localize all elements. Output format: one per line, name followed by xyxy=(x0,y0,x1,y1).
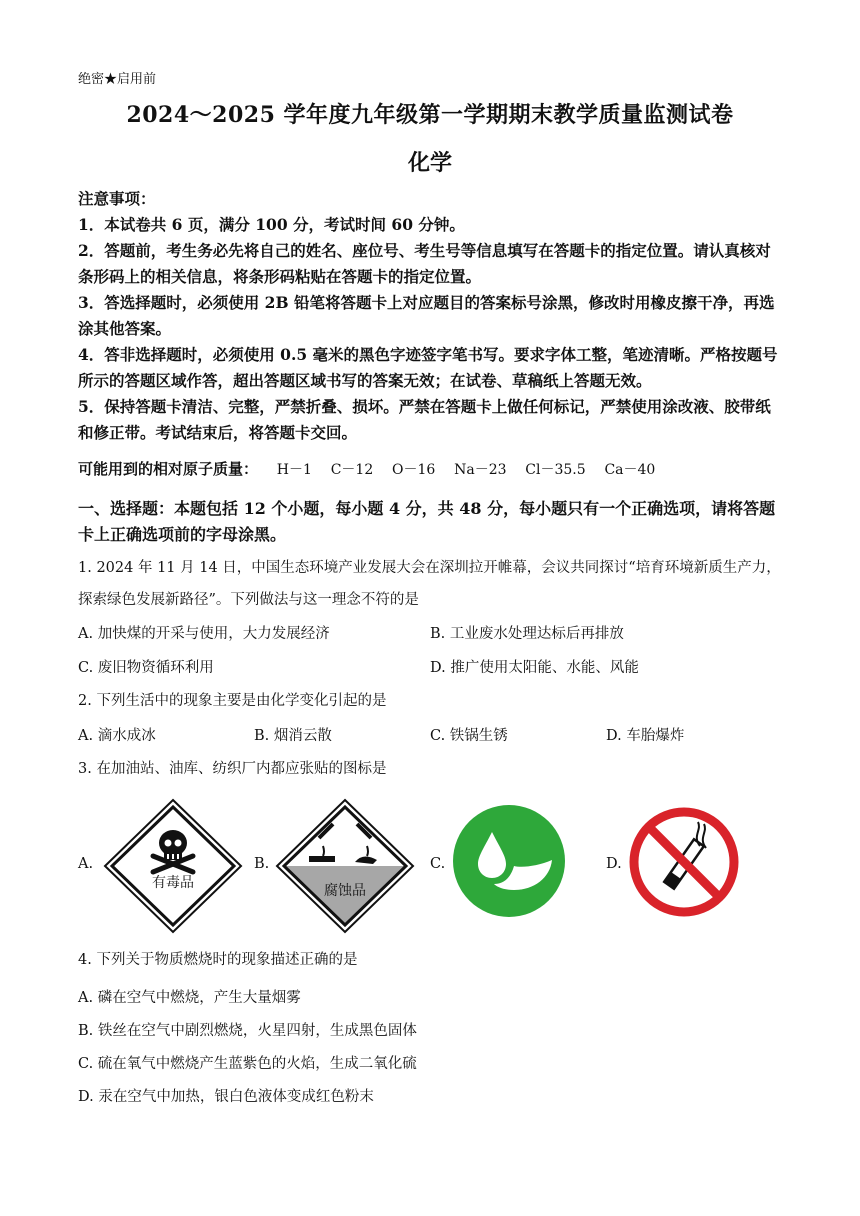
no-smoking-sign-icon xyxy=(628,806,740,922)
question-2-option-b: B. 烟消云散 xyxy=(254,728,332,744)
question-2-option-a: A. 滴水成冰 xyxy=(78,728,156,744)
exam-title: 2024～2025 学年度九年级第一学期期末教学质量监测试卷 xyxy=(126,102,734,128)
corrosive-sign-icon xyxy=(275,798,415,938)
atomic-mass-c: C－12 xyxy=(330,462,374,478)
toxic-sign-text: 有毒品 xyxy=(152,875,194,891)
question-4-option-b: B. 铁丝在空气中剧烈燃烧，火星四射，生成黑色固体 xyxy=(78,1023,417,1039)
question-3-label-c: C. xyxy=(430,856,446,872)
atomic-mass-h: H－1 xyxy=(276,462,312,478)
question-2-option-c: C. 铁锅生锈 xyxy=(430,728,508,744)
confidential-mark: 绝密★启用前 xyxy=(78,72,157,87)
section-heading: 一、选择题：本题包括 12 个小题，每小题 4 分，共 48 分，每小题只有一个正确选项，请将答题卡上正确选项前的字母涂黑。 xyxy=(78,499,776,544)
atomic-masses-label: 可能用到的相对原子质量： xyxy=(78,460,259,478)
question-4-option-a: A. 磷在空气中燃烧，产生大量烟雾 xyxy=(78,990,301,1006)
question-3-label-b: B. xyxy=(254,856,270,872)
instruction-item: 4．答非选择题时，必须使用 0.5 毫米的黑色字迹签字笔书写。要求字体工整，笔迹清晰。严格按题号所示的答题区域作答，超出答题区域书写的答案无效；在试卷、草稿纸上答题无效。 xyxy=(78,345,778,390)
question-1-stem: 1. 2024 年 11 月 14 日，中国生态环境产业发展大会在深圳拉开帷幕，会议共同探讨“培育环境新质生产力，探索绿色发展新路径”。下列做法与这一理念不符的是 xyxy=(78,560,781,608)
instruction-item: 2．答题前，考生务必先将自己的姓名、座位号、考生号等信息填写在答题卡的指定位置。请认真核对条形码上的相关信息，将条形码粘贴在答题卡的指定位置。 xyxy=(78,241,771,286)
corrosive-sign-text: 腐蚀品 xyxy=(324,883,366,899)
atomic-mass-cl: Cl－35.5 xyxy=(525,462,586,478)
question-2-stem: 2. 下列生活中的现象主要是由化学变化引起的是 xyxy=(78,693,387,709)
atomic-masses xyxy=(78,458,786,479)
question-4-option-d: D. 汞在空气中加热，银白色液体变成红色粉末 xyxy=(78,1089,374,1105)
instruction-item: 5．保持答题卡清洁、完整，严禁折叠、损坏。严禁在答题卡上做任何标记，严禁使用涂改液、胶带纸和修正带。考试结束后，将答题卡交回。 xyxy=(78,397,771,442)
atomic-mass-na: Na－23 xyxy=(454,462,507,478)
toxic-sign-icon xyxy=(103,798,243,938)
question-1-option-a: A. 加快煤的开采与使用，大力发展经济 xyxy=(78,626,330,642)
atomic-mass-o: O－16 xyxy=(392,462,436,478)
subject-title: 化学 xyxy=(407,150,452,176)
question-4-option-c: C. 硫在氧气中燃烧产生蓝紫色的火焰，生成二氧化硫 xyxy=(78,1056,417,1072)
atomic-mass-ca: Ca－40 xyxy=(604,462,656,478)
instructions-heading: 注意事项： xyxy=(78,189,156,208)
question-2-option-d: D. 车胎爆炸 xyxy=(606,728,685,744)
question-4-stem: 4. 下列关于物质燃烧时的现象描述正确的是 xyxy=(78,952,358,968)
question-3-stem: 3. 在加油站、油库、纺织厂内都应张贴的图标是 xyxy=(78,761,387,777)
question-3-label-a: A. xyxy=(78,856,94,872)
instruction-item: 3．答选择题时，必须使用 2B 铅笔将答题卡上对应题目的答案标号涂黑，修改时用橡皮擦干净，再选涂其他答案。 xyxy=(78,293,775,338)
instructions-block xyxy=(78,186,786,446)
question-1-option-b: B. 工业废水处理达标后再排放 xyxy=(430,626,624,642)
instruction-item: 1．本试卷共 6 页，满分 100 分，考试时间 60 分钟。 xyxy=(78,215,465,234)
question-1-option-c: C. 废旧物资循环利用 xyxy=(78,660,214,676)
question-1-option-d: D. 推广使用太阳能、水能、风能 xyxy=(430,660,639,676)
question-3-label-d: D. xyxy=(606,856,622,872)
water-saving-sign-icon xyxy=(452,804,566,922)
